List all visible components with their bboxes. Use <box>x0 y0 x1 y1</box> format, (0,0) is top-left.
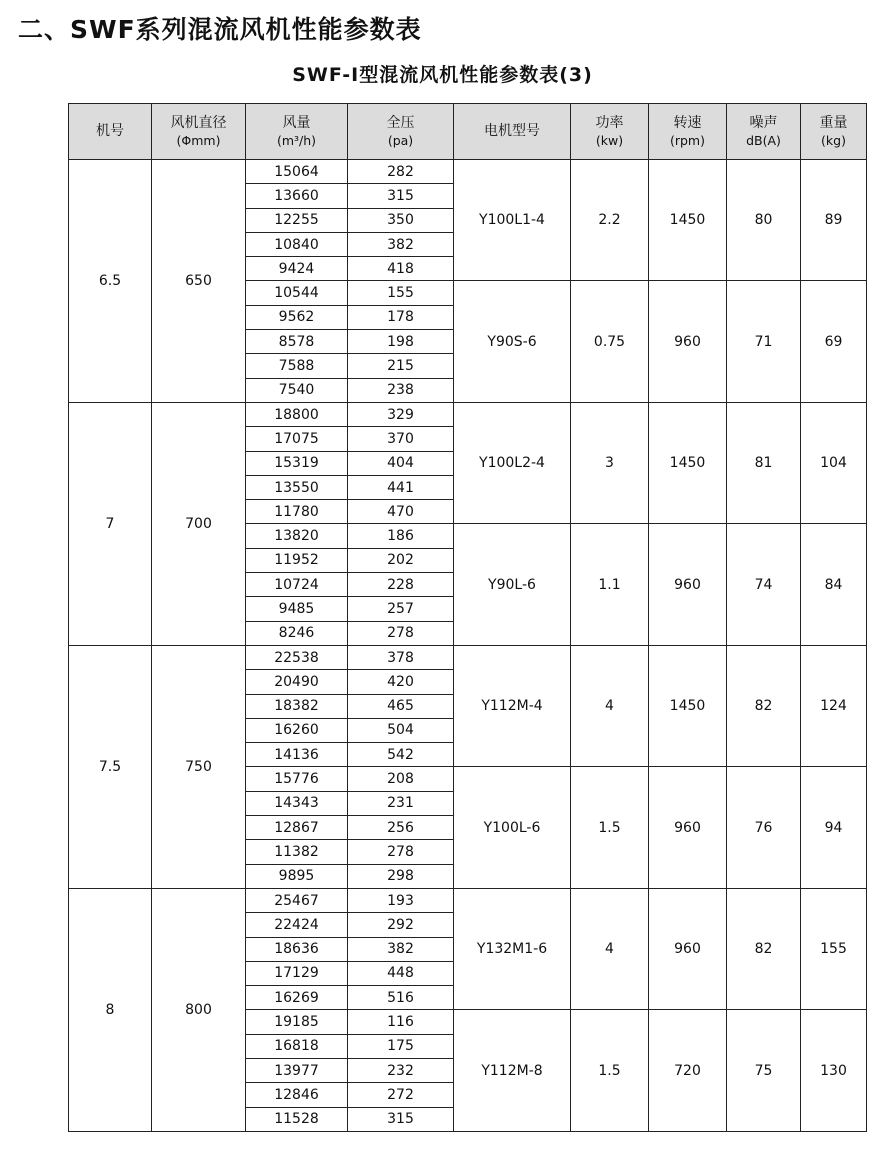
pressure-cell: 370 <box>348 427 454 451</box>
header-label: 噪声 <box>749 114 778 131</box>
pressure-cell: 542 <box>348 743 454 767</box>
weight-cell: 124 <box>801 645 867 766</box>
table-row <box>69 888 867 912</box>
header-label: 全压 <box>386 114 415 131</box>
pressure-cell: 441 <box>348 475 454 499</box>
airflow-cell: 15064 <box>246 160 348 184</box>
pressure-cell: 448 <box>348 961 454 985</box>
airflow-cell: 18382 <box>246 694 348 718</box>
motor-model-cell: Y112M-4 <box>454 645 571 766</box>
pressure-cell: 202 <box>348 548 454 572</box>
header-label: 风量 <box>282 114 311 131</box>
airflow-cell: 13820 <box>246 524 348 548</box>
header-label: 重量 <box>819 114 848 131</box>
motor-model-header <box>454 104 571 160</box>
noise-header <box>727 104 801 160</box>
pressure-cell: 298 <box>348 864 454 888</box>
motor-model-cell: Y132M1-6 <box>454 888 571 1009</box>
header-row <box>69 104 867 160</box>
machine-no-cell: 7 <box>69 402 152 645</box>
airflow-cell: 12255 <box>246 208 348 232</box>
pressure-cell: 465 <box>348 694 454 718</box>
airflow-cell: 18636 <box>246 937 348 961</box>
header-label: 转速 <box>673 114 702 131</box>
airflow-cell: 19185 <box>246 1010 348 1034</box>
power-cell: 1.5 <box>571 767 649 888</box>
airflow-cell: 13977 <box>246 1058 348 1082</box>
pressure-cell: 215 <box>348 354 454 378</box>
airflow-cell: 17129 <box>246 961 348 985</box>
power-cell: 4 <box>571 888 649 1009</box>
diameter-header <box>152 104 246 160</box>
airflow-cell: 11952 <box>246 548 348 572</box>
pressure-cell: 231 <box>348 791 454 815</box>
noise-cell: 82 <box>727 645 801 766</box>
speed-cell: 1450 <box>649 402 727 523</box>
motor-model-cell: Y100L1-4 <box>454 160 571 281</box>
pressure-cell: 178 <box>348 305 454 329</box>
diameter-cell: 800 <box>152 888 246 1131</box>
noise-cell: 74 <box>727 524 801 645</box>
motor-model-cell: Y112M-8 <box>454 1010 571 1131</box>
table-row <box>69 160 867 184</box>
noise-cell: 71 <box>727 281 801 402</box>
pressure-header <box>348 104 454 160</box>
header-unit: (rpm) <box>669 132 705 148</box>
pressure-cell: 282 <box>348 160 454 184</box>
header-label: 机号 <box>96 123 124 139</box>
diameter-cell: 750 <box>152 645 246 888</box>
motor-model-cell: Y90L-6 <box>454 524 571 645</box>
airflow-cell: 11780 <box>246 500 348 524</box>
header-unit: (m³/h) <box>276 132 317 148</box>
airflow-cell: 9485 <box>246 597 348 621</box>
machine-no-header <box>69 104 152 160</box>
machine-no-cell: 6.5 <box>69 160 152 403</box>
airflow-cell: 18800 <box>246 402 348 426</box>
pressure-cell: 329 <box>348 402 454 426</box>
pressure-cell: 238 <box>348 378 454 402</box>
motor-model-cell: Y100L-6 <box>454 767 571 888</box>
machine-no-cell: 8 <box>69 888 152 1131</box>
airflow-cell: 14343 <box>246 791 348 815</box>
pressure-cell: 315 <box>348 1107 454 1131</box>
airflow-cell: 14136 <box>246 743 348 767</box>
airflow-cell: 10840 <box>246 232 348 256</box>
pressure-cell: 315 <box>348 184 454 208</box>
pressure-cell: 516 <box>348 986 454 1010</box>
power-cell: 4 <box>571 645 649 766</box>
airflow-cell: 10724 <box>246 573 348 597</box>
airflow-cell: 9895 <box>246 864 348 888</box>
airflow-cell: 7588 <box>246 354 348 378</box>
pressure-cell: 350 <box>348 208 454 232</box>
weight-cell: 155 <box>801 888 867 1009</box>
pressure-cell: 193 <box>348 888 454 912</box>
header-unit: (pa) <box>387 132 414 148</box>
pressure-cell: 382 <box>348 232 454 256</box>
power-cell: 1.1 <box>571 524 649 645</box>
power-cell: 2.2 <box>571 160 649 281</box>
airflow-cell: 15776 <box>246 767 348 791</box>
noise-cell: 81 <box>727 402 801 523</box>
airflow-cell: 8578 <box>246 330 348 354</box>
pressure-cell: 418 <box>348 257 454 281</box>
weight-cell: 69 <box>801 281 867 402</box>
pressure-cell: 208 <box>348 767 454 791</box>
pressure-cell: 155 <box>348 281 454 305</box>
pressure-cell: 257 <box>348 597 454 621</box>
speed-cell: 960 <box>649 767 727 888</box>
header-label: 电机型号 <box>484 123 540 139</box>
pressure-cell: 198 <box>348 330 454 354</box>
pressure-cell: 232 <box>348 1058 454 1082</box>
pressure-cell: 292 <box>348 913 454 937</box>
speed-cell: 960 <box>649 888 727 1009</box>
power-cell: 1.5 <box>571 1010 649 1131</box>
airflow-header <box>246 104 348 160</box>
pressure-cell: 378 <box>348 645 454 669</box>
weight-cell: 104 <box>801 402 867 523</box>
weight-cell: 130 <box>801 1010 867 1131</box>
table-title: SWF-Ⅰ型混流风机性能参数表(3) <box>292 64 593 86</box>
pressure-cell: 116 <box>348 1010 454 1034</box>
power-cell: 0.75 <box>571 281 649 402</box>
airflow-cell: 13660 <box>246 184 348 208</box>
table-body <box>69 160 867 1132</box>
noise-cell: 76 <box>727 767 801 888</box>
section-title: 二、SWF系列混流风机性能参数表 <box>18 15 422 44</box>
table-row <box>69 645 867 669</box>
airflow-cell: 22538 <box>246 645 348 669</box>
weight-cell: 94 <box>801 767 867 888</box>
speed-cell: 1450 <box>649 160 727 281</box>
airflow-cell: 9562 <box>246 305 348 329</box>
speed-header <box>649 104 727 160</box>
airflow-cell: 8246 <box>246 621 348 645</box>
speed-cell: 960 <box>649 281 727 402</box>
noise-cell: 82 <box>727 888 801 1009</box>
diameter-cell: 700 <box>152 402 246 645</box>
performance-table <box>68 103 867 1132</box>
airflow-cell: 7540 <box>246 378 348 402</box>
header-unit: (kw) <box>595 132 624 148</box>
header-unit: (Φmm) <box>176 132 221 148</box>
pressure-cell: 186 <box>348 524 454 548</box>
airflow-cell: 9424 <box>246 257 348 281</box>
motor-model-cell: Y90S-6 <box>454 281 571 402</box>
power-header <box>571 104 649 160</box>
header-unit: dB(A) <box>746 132 781 148</box>
airflow-cell: 16260 <box>246 718 348 742</box>
pressure-cell: 256 <box>348 816 454 840</box>
airflow-cell: 12846 <box>246 1083 348 1107</box>
pressure-cell: 175 <box>348 1034 454 1058</box>
airflow-cell: 16269 <box>246 986 348 1010</box>
weight-header <box>801 104 867 160</box>
airflow-cell: 22424 <box>246 913 348 937</box>
airflow-cell: 17075 <box>246 427 348 451</box>
pressure-cell: 504 <box>348 718 454 742</box>
table-row <box>69 402 867 426</box>
header-label: 风机直径 <box>170 114 227 131</box>
weight-cell: 84 <box>801 524 867 645</box>
airflow-cell: 13550 <box>246 475 348 499</box>
airflow-cell: 12867 <box>246 816 348 840</box>
power-cell: 3 <box>571 402 649 523</box>
speed-cell: 720 <box>649 1010 727 1131</box>
pressure-cell: 228 <box>348 573 454 597</box>
pressure-cell: 278 <box>348 621 454 645</box>
noise-cell: 80 <box>727 160 801 281</box>
pressure-cell: 382 <box>348 937 454 961</box>
airflow-cell: 10544 <box>246 281 348 305</box>
airflow-cell: 20490 <box>246 670 348 694</box>
airflow-cell: 15319 <box>246 451 348 475</box>
speed-cell: 1450 <box>649 645 727 766</box>
pressure-cell: 404 <box>348 451 454 475</box>
noise-cell: 75 <box>727 1010 801 1131</box>
weight-cell: 89 <box>801 160 867 281</box>
diameter-cell: 650 <box>152 160 246 403</box>
pressure-cell: 420 <box>348 670 454 694</box>
airflow-cell: 16818 <box>246 1034 348 1058</box>
header-unit: (kg) <box>821 132 846 148</box>
airflow-cell: 25467 <box>246 888 348 912</box>
motor-model-cell: Y100L2-4 <box>454 402 571 523</box>
machine-no-cell: 7.5 <box>69 645 152 888</box>
speed-cell: 960 <box>649 524 727 645</box>
pressure-cell: 278 <box>348 840 454 864</box>
header-label: 功率 <box>595 114 624 131</box>
airflow-cell: 11528 <box>246 1107 348 1131</box>
airflow-cell: 11382 <box>246 840 348 864</box>
pressure-cell: 272 <box>348 1083 454 1107</box>
pressure-cell: 470 <box>348 500 454 524</box>
